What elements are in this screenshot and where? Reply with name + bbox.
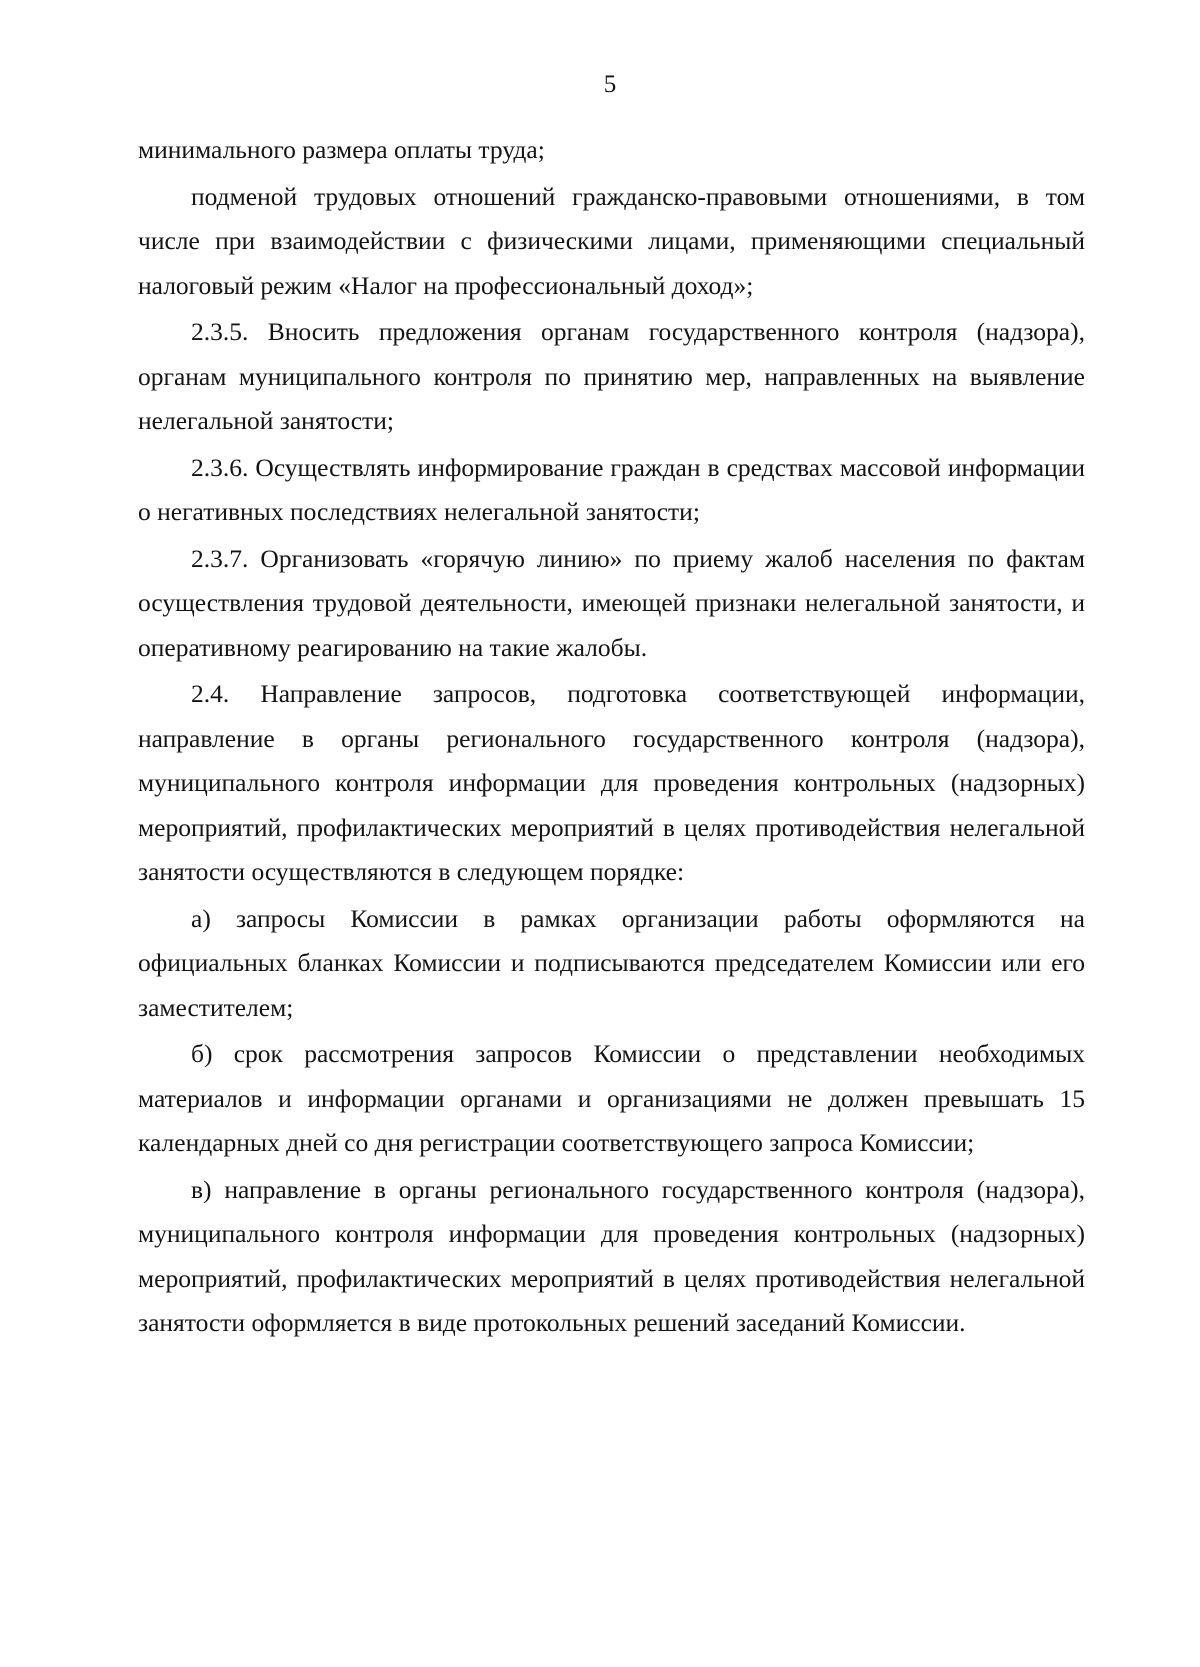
paragraph-2-3-5: 2.3.5. Вносить предложения органам государственного контроля (надзора), органам муниципального контроля по принятию мер, направленных на выявление нелегальной занятости; [138,317,1085,435]
page-number: 5 [603,71,617,98]
paragraph-2-3-7: 2.3.7. Организовать «горячую линию» по приему жалоб населения по фактам осуществления трудовой деятельности, имеющей признаки нелегальной занятости, и оперативному реагированию на такие жалобы. [138,543,1085,662]
paragraph-2-4: 2.4. Направление запросов, подготовка соответствующей информации, направление в органы регионального государственного контроля (надзора), муниципального контроля информации для проведения контрольных (надзорных) мероприятий, профилактических мероприятий в целях противодействия нелегальной занятости осуществляются в следующем порядке: [138,679,1085,886]
paragraph-continuation: минимального размера оплаты труда; [138,135,545,164]
paragraph-2-4-v: в) направление в органы регионального государственного контроля (надзора), муниципального контроля информации для проведения контрольных (надзорных) мероприятий, профилактических мероприятий в целях противодействия нелегальной занятости оформляется в виде протокольных решений заседаний Комиссии. [138,1174,1085,1337]
paragraph-2-4-b: б) срок рассмотрения запросов Комиссии о представлении необходимых материалов и информации органами и организациями не должен превышать 15 календарных дней со дня регистрации соответствующего запроса Комиссии; [138,1039,1085,1157]
paragraph-2-4-a: а) запросы Комиссии в рамках организации работы оформляются на официальных бланках Комиссии и подписываются председателем Комиссии или его заместителем; [138,903,1085,1022]
document-body [138,128,1085,1346]
paragraph-2-3-6: 2.3.6. Осуществлять информирование граждан в средствах массовой информации о негативных последствиях нелегальной занятости; [138,452,1085,526]
paragraph-substitution-labor-relations: подменой трудовых отношений гражданско-правовыми отношениями, в том числе при взаимодействии с физическими лицами, применяющими специальный налоговый режим «Налог на профессиональный доход»; [138,181,1085,300]
